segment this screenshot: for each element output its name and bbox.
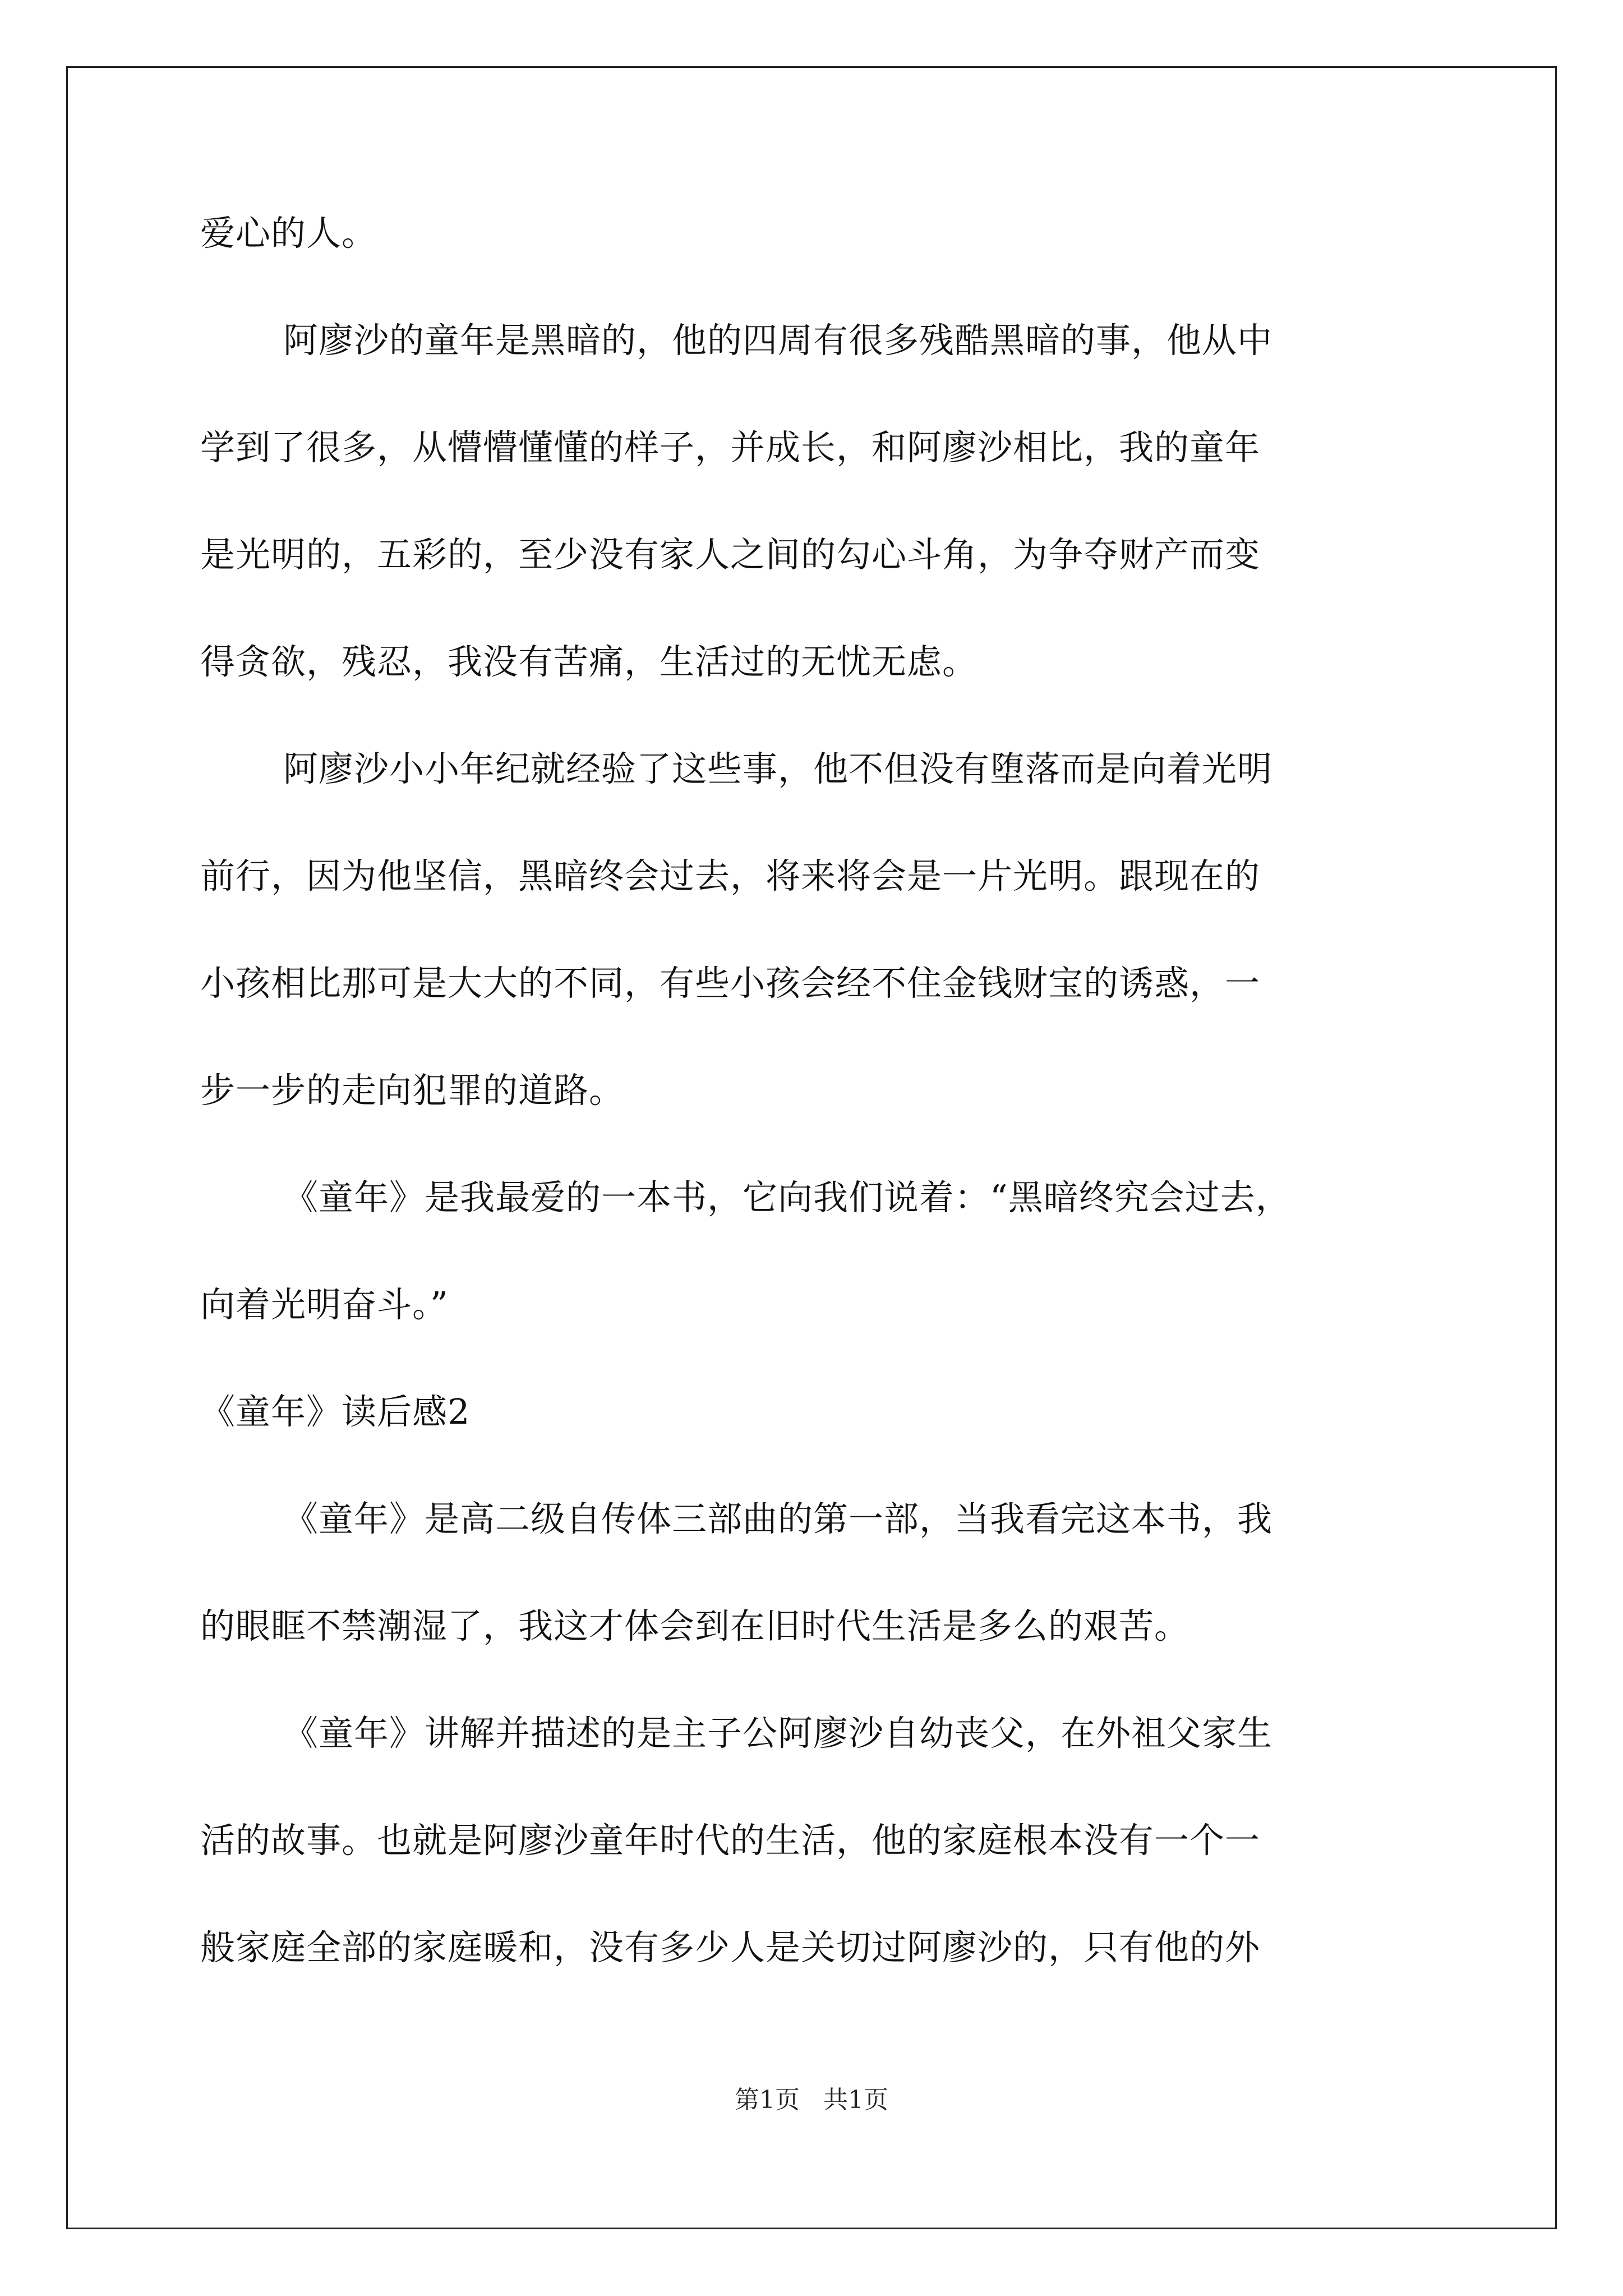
text-line: 般家庭全部的家庭暖和，没有多少人是关切过阿廖沙的，只有他的外: [200, 1927, 1261, 1968]
text-line: 是光明的，五彩的，至少没有家人之间的勾心斗角，为争夺财产而变: [200, 534, 1261, 575]
text-line: 的眼眶不禁潮湿了，我这才体会到在旧时代生活是多么的艰苦。: [200, 1605, 1190, 1646]
text-line: 小孩相比那可是大大的不同，有些小孩会经不住金钱财宝的诱惑，一: [200, 963, 1261, 1004]
text-line: 爱心的人。: [200, 213, 377, 254]
text-line: 向着光明奋斗。”: [200, 1284, 449, 1325]
paragraph-start-line: 《童年》是高二级自传体三部曲的第一部，当我看完这本书，我: [283, 1498, 1273, 1539]
paragraph-start-line: 阿廖沙的童年是黑暗的，他的四周有很多残酷黑暗的事，他从中: [283, 320, 1273, 361]
paragraph-start-line: 《童年》是我最爱的一本书，它向我们说着：“黑暗终究会过去，: [283, 1177, 1291, 1218]
page-number-footer: 第1页 共1页: [735, 2086, 888, 2114]
text-line: 活的故事。也就是阿廖沙童年时代的生活，他的家庭根本没有一个一: [200, 1820, 1261, 1861]
paragraph-start-line: 阿廖沙小小年纪就经验了这些事，他不但没有堕落而是向着光明: [283, 748, 1273, 789]
text-line: 学到了很多，从懵懵懂懂的样子，并成长，和阿廖沙相比，我的童年: [200, 427, 1261, 468]
section-heading: 《童年》读后感2: [200, 1391, 471, 1432]
page-border: [66, 66, 1557, 2229]
text-line: 前行，因为他坚信，黑暗终会过去，将来将会是一片光明。跟现在的: [200, 855, 1261, 896]
text-line: 步一步的走向犯罪的道路。: [200, 1070, 625, 1111]
paragraph-start-line: 《童年》讲解并描述的是主子公阿廖沙自幼丧父，在外祖父家生: [283, 1713, 1273, 1754]
text-line: 得贪欲，残忍，我没有苦痛，生活过的无忧无虑。: [200, 641, 978, 682]
